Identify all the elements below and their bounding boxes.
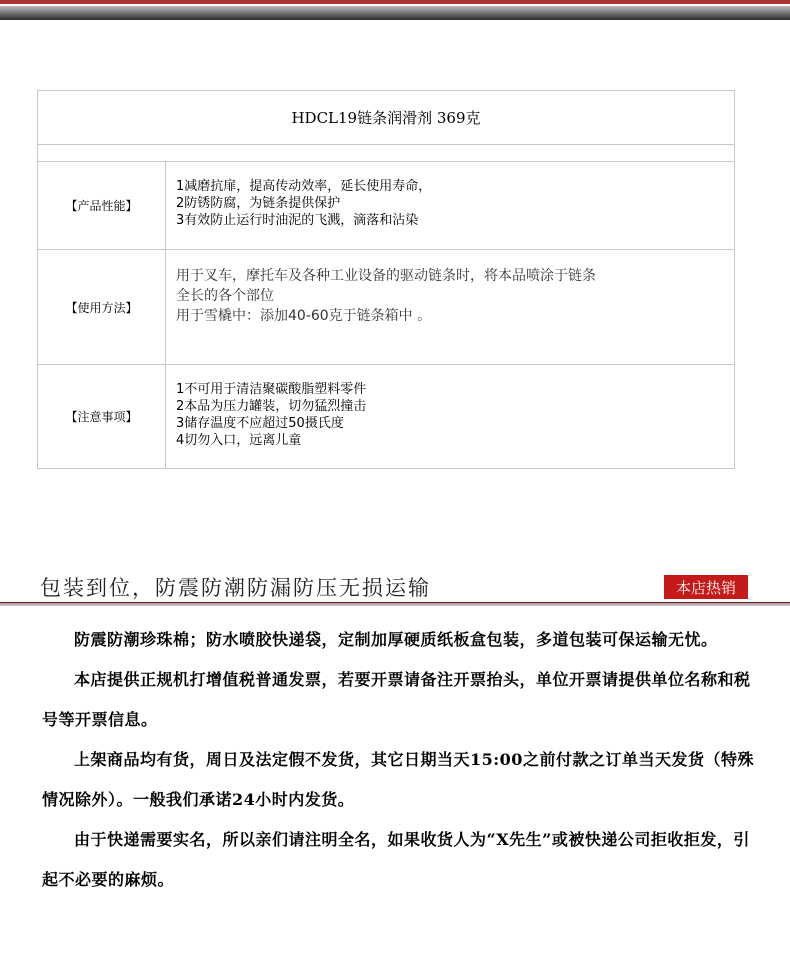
spec-line: 3储存温度不应超过50摄氏度: [176, 416, 344, 431]
spec-line: 用于雪橇中：添加40-60克于链条箱中 。: [176, 308, 432, 324]
spec-spacer-row: [38, 145, 734, 162]
banner-divider: [0, 602, 790, 606]
spec-line: 1不可用于清洁聚碳酸脂塑料零件: [176, 382, 367, 397]
spec-content-precautions: [166, 365, 734, 468]
spec-line: 用于叉车，摩托车及各种工业设备的驱动链条时，将本品喷涂于链条: [176, 268, 596, 284]
note-courier: 由于快递需要实名，所以亲们请注明全名，如果收货人为“X先生”或被快递公司拒收拒发，引起不必要的麻烦。: [42, 830, 750, 889]
spec-content-usage: [166, 250, 734, 364]
spec-line: 3有效防止运行时油泥的飞溅，滴落和沾染: [176, 213, 419, 228]
spec-line: 2本品为压力罐装，切勿猛烈撞击: [176, 399, 367, 414]
spec-content-performance: [166, 162, 734, 249]
spec-line: 4切勿入口，远离儿童: [176, 433, 302, 448]
spec-row-precautions: [38, 365, 734, 468]
spec-label-usage: 【使用方法】: [38, 250, 166, 364]
spec-row-performance: [38, 162, 734, 250]
spec-line: 2防锈防腐，为链条提供保护: [176, 196, 341, 211]
top-decorative-bar: [0, 0, 790, 20]
note-shipping: 上架商品均有货，周日及法定假不发货，其它日期当天15:00之前付款之订单当天发货（特殊情况除外）。一般我们承诺24小时内发货。: [42, 750, 754, 809]
spec-label-performance: 【产品性能】: [38, 162, 166, 249]
spec-row-usage: [38, 250, 734, 365]
spec-line: 全长的各个部位: [176, 288, 274, 304]
store-notes: [42, 620, 758, 900]
note-packaging: 防震防潮珍珠棉；防水喷胶快递袋，定制加厚硬质纸板盒包装，多道包装可保运输无忧。: [74, 630, 718, 649]
spec-line: 1减磨抗扉，提高传动效率，延长使用寿命，: [176, 179, 432, 194]
hot-sale-tag[interactable]: 本店热销: [664, 575, 748, 599]
note-invoice: 本店提供正规机打增值税普通发票，若要开票请备注开票抬头，单位开票请提供单位名称和税号等开票信息。: [42, 670, 751, 729]
shipping-banner: [0, 566, 790, 606]
banner-heading: 包装到位，防震防潮防漏防压无损运输: [40, 576, 431, 600]
product-title: HDCL19链条润滑剂 369克: [38, 91, 734, 145]
spec-label-precautions: 【注意事项】: [38, 365, 166, 468]
product-spec-table: [37, 90, 735, 469]
